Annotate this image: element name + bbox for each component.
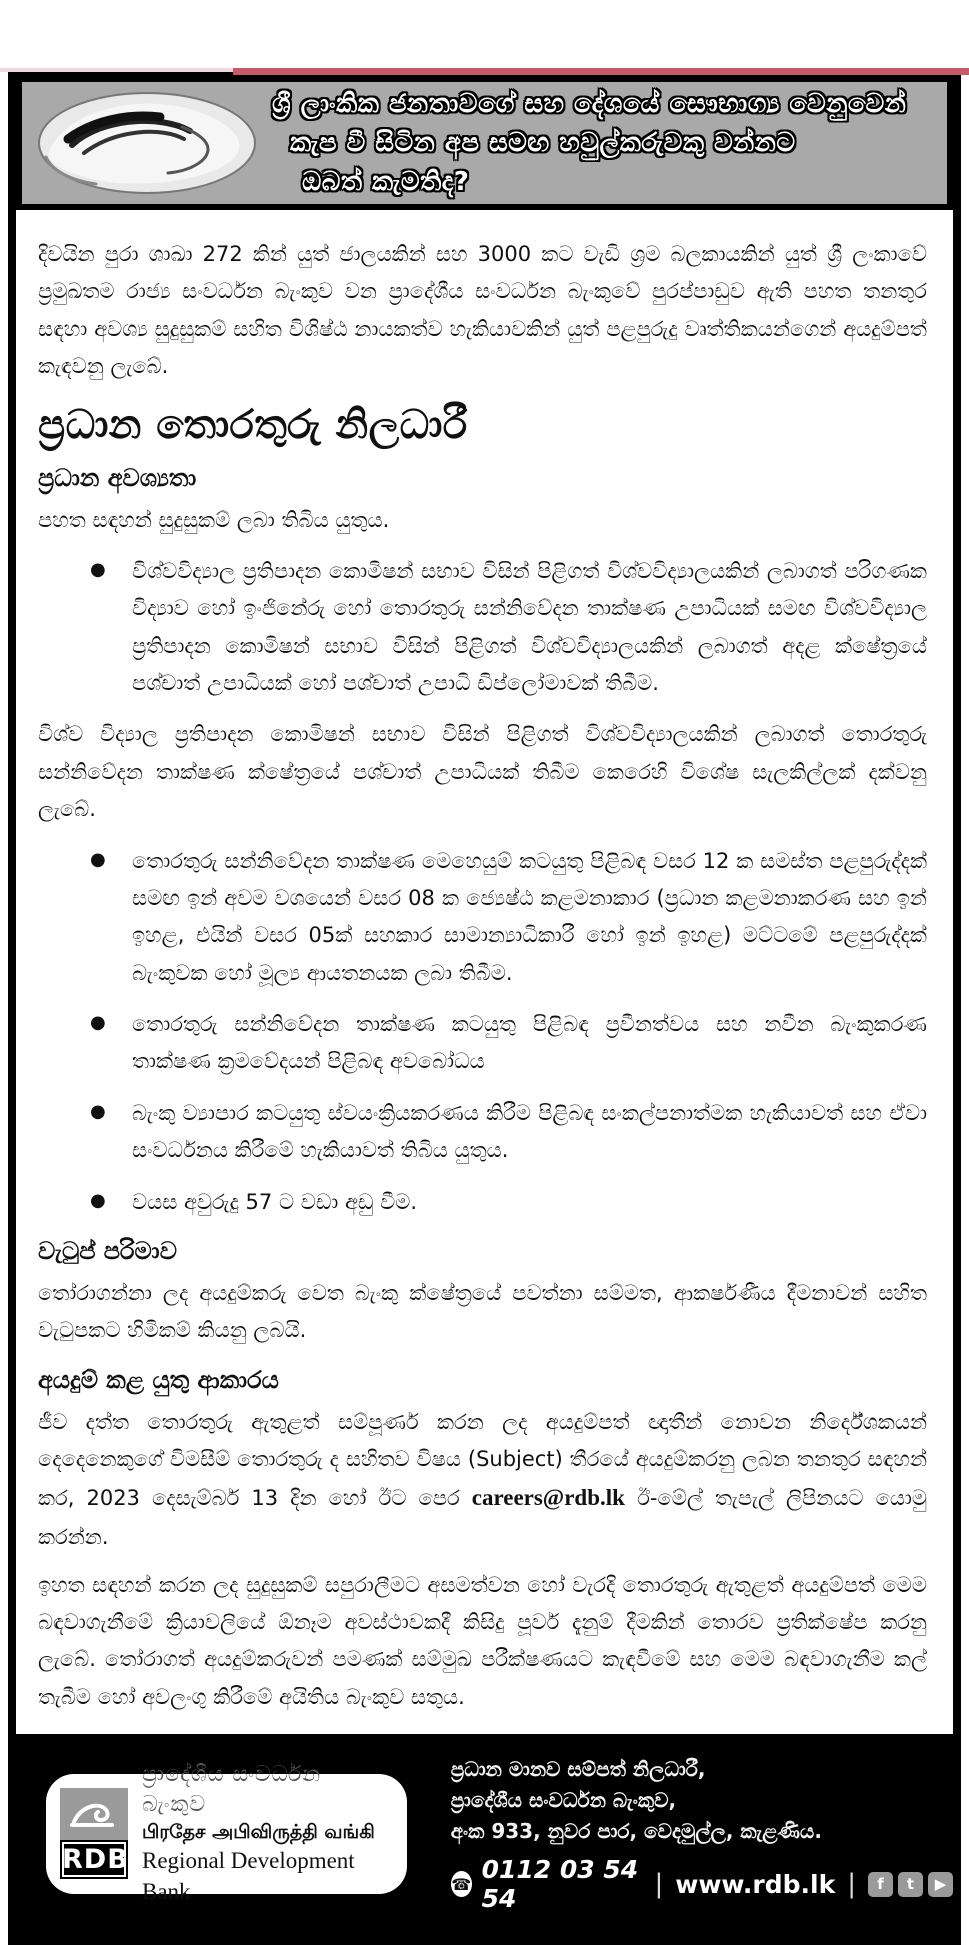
contact-block (451, 1754, 953, 1913)
bullet-icon: ● (90, 1100, 106, 1122)
requirement-item (84, 1006, 927, 1081)
requirement-item (84, 553, 927, 703)
rdb-brand-box (46, 1762, 407, 1905)
banner-line-1: ශ්‍රී ලාංකික ජනතාවගේ සහ දේශයේ සෞභාග්‍ය වෙනුවෙන් (272, 88, 907, 119)
advert-body (16, 210, 953, 1734)
rdb-abbr: RDB (60, 1840, 128, 1879)
bank-name-english: Regional Development Bank (142, 1848, 355, 1905)
requirement-item (84, 843, 927, 993)
intro-paragraph: දිවයින පුරා ශාඛා 272 කින් යුත් ජාලයකින් සහ 3000 කට වැඩි ශ්‍රම බලකායකින් යුත් ශ්‍රී ලංකාවේ ප්‍රමුඛතම රාජ්‍ය සංවර්ධන බැංකුව වන ප්‍රාදේශීය සංවර්ධන බැංකුවේ පුරප්පාඩුව ඇති පහත තනතුර සඳහා අවශ්‍ය සුදුසුකම් සහිත විශිෂ්ඨ නායකත්ව හැකියාවකින් යුත් පළපුරුදු වෘත්තිකයන්ගෙන් අයදුම්පත් කැඳවනු ලැබේ. (38, 242, 927, 379)
requirements-heading: ප්‍රධාන අවශ්‍යතා (38, 463, 197, 492)
requirement-item (84, 1095, 927, 1170)
bullet-icon: ● (90, 1189, 106, 1211)
apply-text-post: ඊ-මේල් තැපැල් ලිපිනයට යොමු කරන්න. (38, 1486, 927, 1550)
banner-frame (16, 76, 953, 210)
contact-officer: ප්‍රධාන මානව සම්පත් නිලධාරී, (450, 1757, 706, 1782)
top-accent-strip-light (0, 68, 233, 72)
requirements-list (84, 843, 927, 1221)
requirement-text: බැංකු ව්‍යාපාර කටයුතු ස්වයංක්‍රියකරණය කිරීම පිළිබඳ සංකල්පනාත්මක හැකියාවත් සහ ඒවා සංවර්ධනය කිරීමේ හැකියාවත් තිබිය යුතුය. (132, 1100, 927, 1163)
salary-paragraph: තෝරාගන්නා ලද අයදුම්කරු වෙත බැංකු ක්ෂේත්‍රයේ පවත්නා සම්මත, ආකර්ෂණීය දීමනාවන් සහිත වැටුපකට හිමිකම් කියනු ලබයි. (38, 1280, 927, 1343)
requirements-primary-list (84, 553, 927, 703)
position-title: ප්‍රධාන තොරතුරු නිලධාරී (38, 401, 468, 448)
salary-heading: වැටුප් පරිමාව (38, 1236, 177, 1265)
email-address[interactable]: careers@rdb.lk (471, 1485, 625, 1511)
contact-bank: ප්‍රාදේශීය සංවර්ධන බැංකුව, (450, 1788, 677, 1813)
bank-names (142, 1760, 381, 1907)
contact-address: අංක 933, නුවර පාර, වෙදමුල්ල, කැළණිය. (450, 1819, 822, 1844)
job-advertisement (8, 68, 961, 1945)
banner-line-3: ඔබත් කැමතිද? (302, 166, 470, 197)
rdb-logo (60, 1788, 128, 1879)
rdb-wave-icon (60, 1788, 128, 1840)
divider: | (654, 1869, 664, 1900)
bullet-icon: ● (90, 848, 106, 870)
bullet-icon: ● (90, 1012, 106, 1033)
how-to-apply-paragraph (38, 1404, 927, 1557)
phone-icon: ☎ (451, 1871, 472, 1897)
divider: | (847, 1869, 856, 1900)
top-accent-strip (233, 68, 969, 75)
requirement-item (84, 1184, 927, 1221)
requirement-text: වයස අවුරුදු 57 ට වඩා අඩු වීම. (132, 1189, 418, 1214)
requirements-note: විශ්ව විද්‍යාල ප්‍රතිපාදන කොමිෂන් සභාව විසින් පිළිගත් විශ්වවිද්‍යාලයකින් ලබාගත් තොරතුරු සන්නිවේදන තාක්ෂණ ක්ෂේත්‍රයේ පශ්චාත් උපාධියක් තිබීම කෙරෙහි විශේෂ සැලකිල්ලක් දක්වනු ලැබේ. (38, 722, 927, 822)
contact-row (451, 1855, 953, 1913)
facebook-icon[interactable]: f (868, 1872, 893, 1897)
youtube-icon[interactable]: ▶ (928, 1872, 953, 1897)
bullet-icon: ● (90, 558, 106, 580)
bank-name-sinhala: ප්‍රාදේශීය සංවර්ධන බැංකුව (142, 1762, 322, 1817)
conch-shell-icon (22, 82, 272, 204)
bank-name-tamil: பிரதேச அபிவிருத்தி வங்கி (142, 1820, 375, 1843)
social-icons (868, 1872, 953, 1897)
requirement-text: විශ්වවිද්‍යාල ප්‍රතිපාදන කොමිෂන් සභාව විසින් පිළිගත් විශ්වවිද්‍යාලයකින් ලබාගත් පරිගණක විද්‍යාව හෝ ඉංජිනේරු හෝ තොරතුරු සන්නිවේදන තාක්ෂණ උපාධියක් සමඟ විශ්වවිද්‍යාල ප්‍රතිපාදන කොමිෂන් සභාව විසින් පිළිගත් විශ්වවිද්‍යාලයකින් ලබාගත් අදළ ක්ෂේත්‍රයේ පශ්චාත් උපාධියක් හෝ පශ්චාත් උපාධි ඩිප්ලෝමාවක් තිබීම. (132, 558, 927, 695)
requirement-text: තොරතුරු සන්නිවේදන තාක්ෂණ කටයුතු පිළිබඳ ප්‍රවීනත්වය සහ නවීන බැංකුකරණ තාක්ෂණ ක්‍රමවේදයන් පිළිබඳ අවබෝධය (132, 1012, 927, 1074)
twitter-icon[interactable]: t (898, 1872, 923, 1897)
disclaimer-paragraph: ඉහත සඳහන් කරන ලද සුදුසුකම් සපුරාලීමට අසමත්වන හෝ වැරදි තොරතුරු ඇතුළත් අයදුම්පත් මෙම බඳවාගැනීමේ ක්‍රියාවලියේ ඕනෑම අවස්ථාවකදී කිසිදු පූර්ව දැනුම් දීමකින් තොරව ප්‍රතික්ෂේප කරනු ලැබේ. තෝරාගත් අයදුම්කරුවන් පමණක් සම්මුඛ පරීක්ෂණයට කැඳවීමේ සහ මෙම බඳවාගැනීම කල් තැබීම හෝ අවලංගු කිරීමේ අයිතිය බැංකුව සතුය. (38, 1572, 927, 1709)
website-link[interactable]: www.rdb.lk (675, 1869, 836, 1899)
requirement-text: තොරතුරු සන්නිවේදන තාක්ෂණ මෙහෙයුම් කටයුතු පිළිබඳ වසර 12 ක සමස්ත පළපුරුද්දක් සමඟ ඉන් අවම වශයෙන් වසර 08 ක ජ්‍යෙෂ්ඨ කළමනාකාර (ප්‍රධාන කළමනාකරණ සහ ඉන් ඉහළ, එයින් වසර 05ක් සහකාර සාමාන්‍යාධිකාරී හෝ ඉන් ඉහළ) මට්ටමේ පළපුරුද්දක් බැංකුවක හෝ මූල්‍ය ආයතනයක ලබා තිබීම. (132, 848, 927, 985)
phone-number: 0112 03 54 54 (481, 1855, 639, 1914)
banner-text (272, 83, 947, 204)
how-to-apply-heading: අයදුම් කළ යුතු ආකාරය (38, 1365, 279, 1394)
banner (22, 82, 947, 204)
banner-line-2: කැප වී සිටින අප සමඟ හවුල්කරුවකු වන්නට (290, 127, 796, 158)
apply-text-pre: ජීව දත්ත තොරතුරු ඇතුළත් සම්පූර්ණ කරන ලද අයදුම්පත් ඥාතීන් නොවන නිර්දේශකයන් දෙදෙනෙකුගේ විමසීම් තොරතුරු ද සහිතව විෂය (Subject) තීරයේ අයදුම්කරනු ලබන තනතුර සඳහන් කර, 2023 දෙසැම්බර් 13 දින හෝ ඊට පෙර (38, 1409, 927, 1511)
footer (16, 1734, 953, 1937)
requirements-lead: පහත සඳහන් සුදුසුකම් ලබා තිබිය යුතුය. (38, 507, 390, 532)
